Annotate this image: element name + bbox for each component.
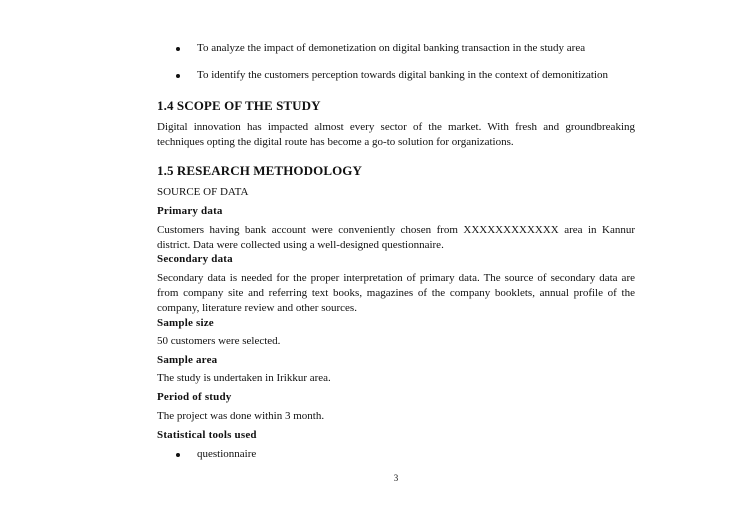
- bullet-icon: [176, 47, 180, 51]
- period-of-study-label: Period of study: [157, 391, 232, 403]
- primary-data-text: Customers having bank account were conveniently chosen from XXXXXXXXXXXX area in Kannur district. Data were collected using a well-designed questionnaire.: [157, 224, 635, 251]
- list-item: [171, 41, 635, 56]
- objective-text: To identify the customers perception towards digital banking in the context of demonitization: [197, 69, 609, 81]
- sample-size-label: Sample size: [157, 317, 214, 329]
- statistical-tools-label: Statistical tools used: [157, 429, 257, 441]
- scope-paragraph: Digital innovation has impacted almost every sector of the market. With fresh and groundbreaking techniques opting the digital route has become a go-to solution for organizations.: [157, 121, 635, 148]
- bullet-icon: [176, 453, 180, 457]
- objective-text: To analyze the impact of demonetization on digital banking transaction in the study area: [197, 42, 586, 54]
- primary-data-label: Primary data: [157, 205, 223, 217]
- scope-heading: 1.4 SCOPE OF THE STUDY: [157, 98, 321, 113]
- sample-area-text: The study is undertaken in Irikkur area.: [157, 372, 331, 384]
- secondary-data-label: Secondary data: [157, 253, 233, 265]
- source-of-data-label: SOURCE OF DATA: [157, 186, 249, 198]
- tool-text: questionnaire: [197, 448, 257, 460]
- list-item: [171, 68, 635, 83]
- list-item: [171, 447, 635, 462]
- sample-area-label: Sample area: [157, 354, 218, 366]
- secondary-data-text: Secondary data is needed for the proper interpretation of primary data. The source of secondary data are from company site and referring text books, magazines of the company booklets, annual profile of the company, literature review and other sources.: [157, 272, 635, 314]
- period-of-study-text: The project was done within 3 month.: [157, 410, 325, 422]
- sample-size-text: 50 customers were selected.: [157, 335, 281, 347]
- page-number: 3: [393, 473, 399, 483]
- bullet-icon: [176, 74, 180, 78]
- methodology-heading: 1.5 RESEARCH METHODOLOGY: [157, 163, 363, 178]
